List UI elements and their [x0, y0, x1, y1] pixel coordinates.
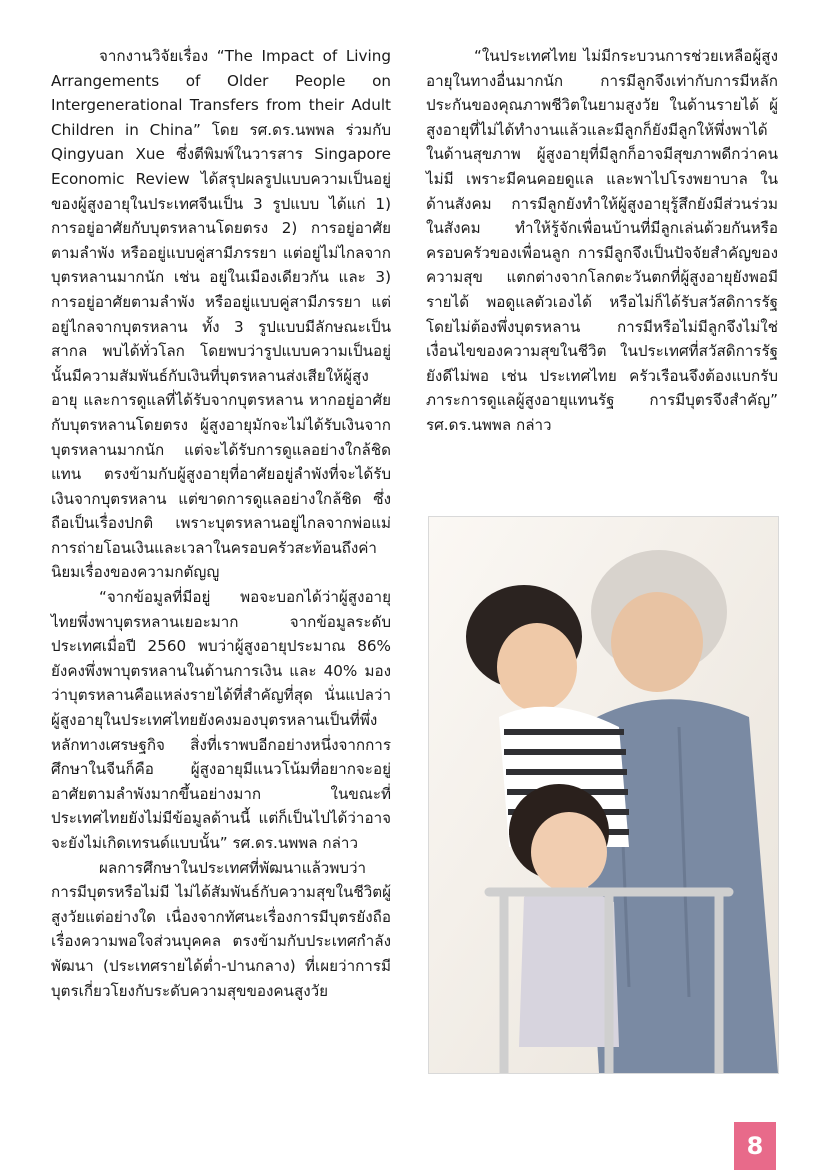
paragraph: “ในประเทศไทย ไม่มีกระบวนการช่วยเหลือผู้สูงอายุในทางอื่นมากนัก การมีลูกจึงเท่ากับการมีหลักประกันของคุณภาพชีวิตในยามสูงวัย ในด้านรายได้ ผู้สูงอายุที่ไม่ได้ทำงานแล้วและมีลูกก็ยังมีลูกให้พึ่งพาได้ ในด้านสุขภาพ ผู้สูงอายุที่มีลูกก็อาจมีสุขภาพดีกว่าคนไม่มี เพราะมีคนคอยดูแล และพาไปโรงพยาบาล ในด้านสังคม การมีลูกยังทำให้ผู้สูงอายุรู้สึกยังมีส่วนร่วมในสังคม ทำให้รู้จักเพื่อนบ้านที่มีลูกเล่นด้วยกันหรือครอบครัวของเพื่อนลูก การมีลูกจึงเป็นปัจจัยสำคัญของความสุข แตกต่างจากโลกตะวันตกที่ผู้สูงอายุยังพอมีรายได้ พอดูแลตัวเองได้ หรือไม่ก็ได้รับสวัสดิการรัฐโดยไม่ต้องพึ่งบุตรหลาน การมีหรือไม่มีลูกจึงไม่ใช่เงื่อนไขของความสุขในชีวิต ในประเทศที่สวัสดิการรัฐยังดีไม่พอ เช่น ประเทศไทย ครัวเรือนจึงต้องแบกรับภาระการดูแลผู้สูงอายุแทนรัฐ การมีบุตรจึงสำคัญ” รศ.ดร.นพพล กล่าว: [426, 47, 778, 434]
left-column: [51, 44, 391, 1003]
family-photo: [428, 516, 779, 1074]
page-number: 8: [734, 1122, 776, 1170]
right-column: [426, 44, 778, 438]
paragraph: จากงานวิจัยเรื่อง “The Impact of Living Arrangements of Older People on Intergenerational Transfers from their Adult Children in China” โดย รศ.ดร.นพพล ร่วมกับ Qingyuan Xue ซึ่งตีพิมพ์ในวารสาร Singapore Economic Review ได้สรุปผลรูปแบบความเป็นอยู่ของผู้สูงอายุในประเทศจีนเป็น 3 รูปแบบ ได้แก่ 1) การอยู่อาศัยกับบุตรหลานโดยตรง 2) การอยู่อาศัยตามลำพัง หรืออยู่แบบคู่สามีภรรยา แต่อยู่ไม่ไกลจากบุตรหลานมากนัก เช่น อยู่ในเมืองเดียวกัน และ 3) การอยู่อาศัยตามลำพัง หรืออยู่แบบคู่สามีภรรยา แต่อยู่ไกลจากบุตรหลาน ทั้ง 3 รูปแบบมีลักษณะเป็นสากล พบได้ทั่วโลก โดยพบว่ารูปแบบความเป็นอยู่นั้นมีความสัมพันธ์กับเงินที่บุตรหลานส่งเสียให้ผู้สูงอายุ และการดูแลที่ได้รับจากบุตรหลาน หากอยู่อาศัยกับบุตรหลานโดยตรง ผู้สูงอายุมักจะไม่ได้รับเงินจากบุตรหลานมากนัก แต่จะได้รับการดูแลอย่างใกล้ชิดแทน ตรงข้ามกับผู้สูงอายุที่อาศัยอยู่ลำพังที่จะได้รับเงินจากบุตรหลาน แต่ขาดการดูแลอย่างใกล้ชิด ซึ่งถือเป็นเรื่องปกติ เพราะบุตรหลานอยู่ไกลจากพ่อแม่ การถ่ายโอนเงินและเวลาในครอบครัวสะท้อนถึงค่านิยมเรื่องของความกตัญญู: [51, 47, 391, 582]
paragraph: “จากข้อมูลที่มีอยู่ พอจะบอกได้ว่าผู้สูงอายุไทยพึ่งพาบุตรหลานเยอะมาก จากข้อมูลระดับประเทศเมื่อปี 2560 พบว่าผู้สูงอายุประมาณ 86% ยังคงพึ่งพาบุตรหลานในด้านการเงิน และ 40% มองว่าบุตรหลานคือแหล่งรายได้ที่สำคัญที่สุด นั่นแปลว่าผู้สูงอายุในประเทศไทยยังคงมองบุตรหลานเป็นที่พึ่งหลักทางเศรษฐกิจ สิ่งที่เราพบอีกอย่างหนึ่งจากการศึกษาในจีนก็คือ ผู้สูงอายุมีแนวโน้มที่อยากจะอยู่อาศัยตามลำพังมากขึ้นอย่างมาก ในขณะที่ประเทศไทยยังไม่มีข้อมูลด้านนี้ แต่ก็เป็นไปได้ว่าอาจจะยังไม่เกิดเทรนด์แบบนั้น” รศ.ดร.นพพล กล่าว: [51, 588, 391, 852]
paragraph: ผลการศึกษาในประเทศที่พัฒนาแล้วพบว่า การมีบุตรหรือไม่มี ไม่ได้สัมพันธ์กับความสุขในชีวิตผู้สูงวัยแต่อย่างใด เนื่องจากทัศนะเรื่องการมีบุตรยังถือเรื่องความพอใจส่วนบุคคล ตรงข้ามกับประเทศกำลังพัฒนา (ประเทศรายได้ต่ำ-ปานกลาง) ที่เผยว่าการมีบุตรเกี่ยวโยงกับระดับความสุขของคนสูงวัย: [51, 858, 391, 1000]
family-photo-grandmother-mother-child-icon: [429, 517, 778, 1073]
